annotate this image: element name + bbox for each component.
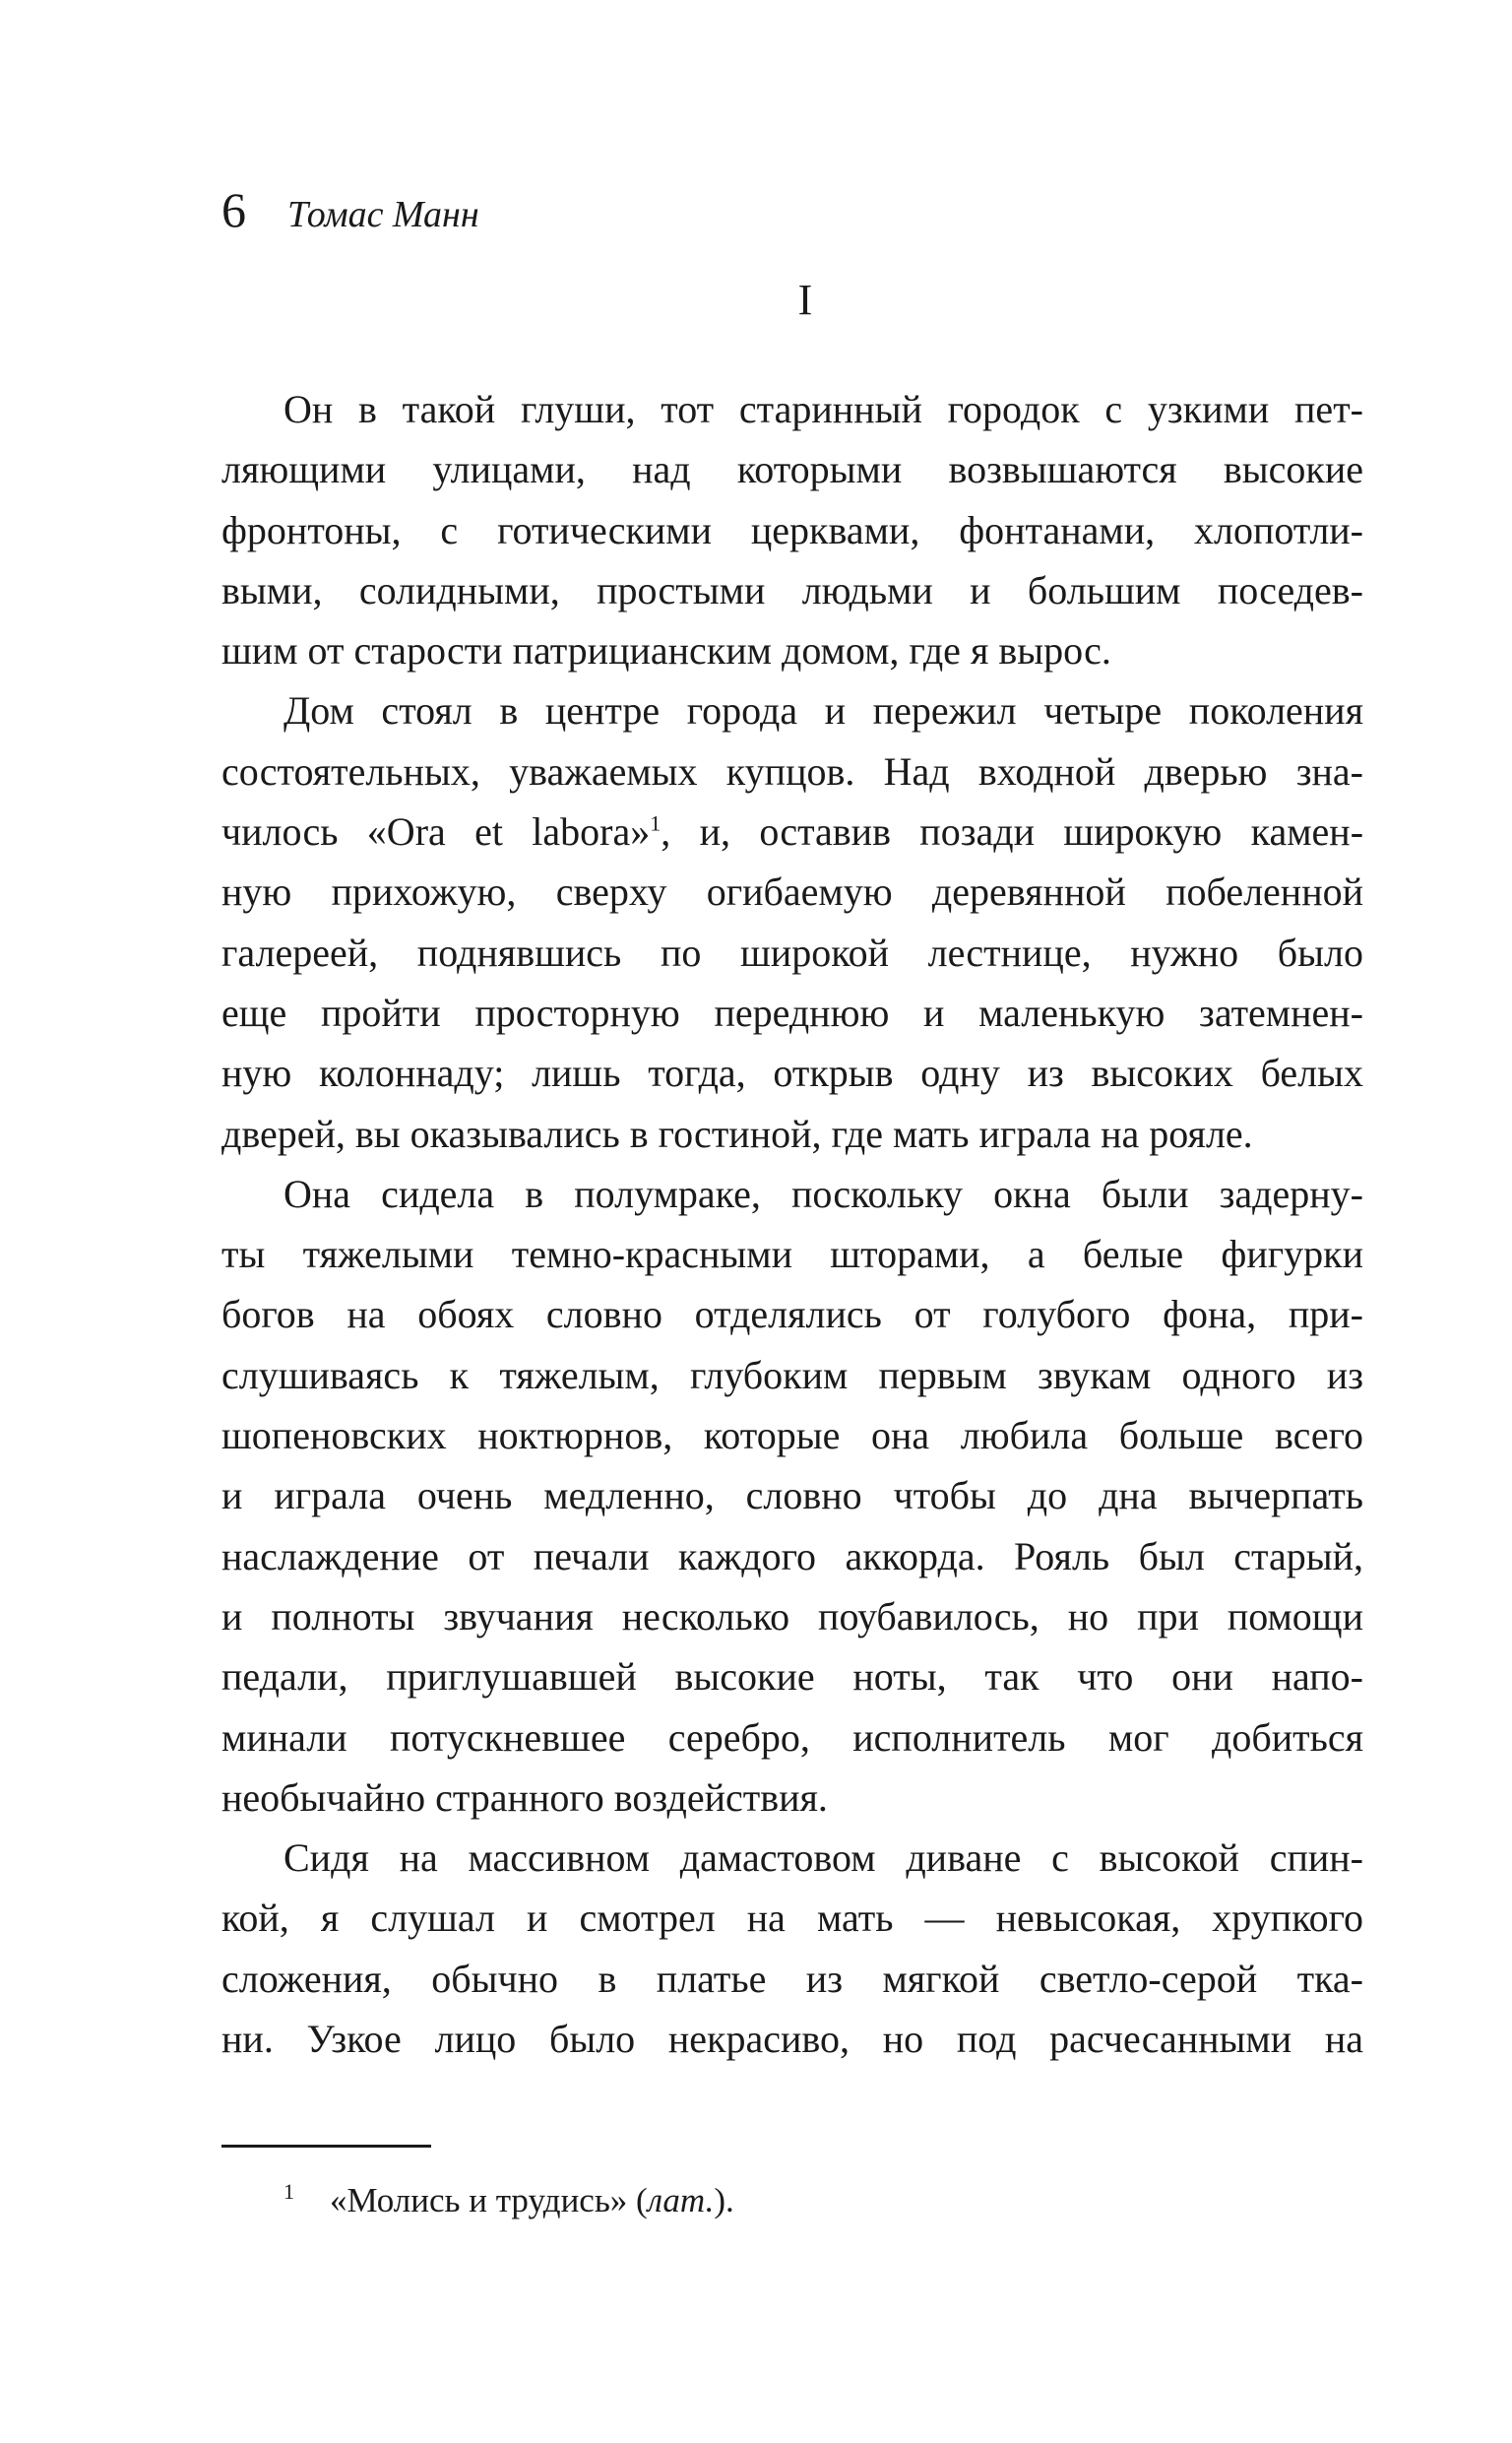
text-line: Дом стоял в центре города и пережил четыре поколения	[284, 688, 1363, 734]
text-line: галереей, поднявшись по широкой лестнице, нужно было	[221, 930, 1363, 975]
text-line: кой, я слушал и смотрел на мать — невысокая, хрупкого	[221, 1896, 1363, 1941]
footnote-close: ).	[714, 2181, 734, 2219]
text-line-with-footnote-ref	[221, 802, 1363, 862]
footnote	[284, 2176, 734, 2225]
text-line: слушиваясь к тяжелым, глубоким первым звукам одного из	[221, 1352, 1363, 1397]
text-line: шим от старости патрицианским домом, где я вырос.	[221, 628, 1111, 674]
running-head	[221, 175, 479, 244]
text-line: и играла очень медленно, словно чтобы до дна вычерпать	[221, 1473, 1363, 1518]
footnote-text: «Молись и трудись» (	[330, 2181, 648, 2219]
text-line: педали, приглушавшей высокие ноты, так что они напо-	[221, 1654, 1363, 1700]
text-line: богов на обоях словно отделялись от голубого фона, при-	[221, 1292, 1363, 1337]
text-segment: , и, оставив позади широкую камен-	[661, 809, 1364, 855]
text-line: необычайно странного воздействия.	[221, 1774, 828, 1820]
text-segment: чилось «Ora et labora»	[221, 809, 651, 855]
text-line: наслаждение от печали каждого аккорда. Рояль был старый,	[221, 1533, 1363, 1578]
text-line: Она сидела в полумраке, поскольку окна были задерну-	[284, 1171, 1363, 1216]
text-line: шопеновских ноктюрнов, которые она любила больше всего	[221, 1413, 1363, 1458]
footnote-reference[interactable]: 1	[650, 810, 662, 836]
footnote-language: лат.	[647, 2181, 715, 2219]
text-line: выми, солидными, простыми людьми и большим поседев-	[221, 567, 1363, 612]
text-line: ляющими улицами, над которыми возвышаются высокие	[221, 447, 1363, 492]
running-title: Томас Манн	[287, 194, 479, 235]
chapter-number: I	[797, 276, 813, 324]
text-line: минали потускневшее серебро, исполнитель мог добиться	[221, 1714, 1363, 1760]
text-line: еще пройти просторную переднюю и маленькую затемнен-	[221, 990, 1363, 1035]
text-line: ни. Узкое лицо было некрасиво, но под расчесанными на	[221, 2017, 1363, 2062]
page-number: 6	[221, 182, 246, 237]
text-line: ную колоннаду; лишь тогда, открыв одну из высоких белых	[221, 1051, 1363, 1096]
text-line: ную прихожую, сверху огибаемую деревянной побеленной	[221, 869, 1363, 915]
footnote-divider	[221, 2145, 431, 2148]
text-line: Сидя на массивном дамастовом диване с высокой спин-	[284, 1835, 1363, 1881]
text-line: ты тяжелыми темно-красными шторами, а белые фигурки	[221, 1232, 1363, 1277]
text-line: фронтоны, с готическими церквами, фонтанами, хлопотли-	[221, 507, 1363, 552]
text-line: сложения, обычно в платье из мягкой светло-серой тка-	[221, 1956, 1363, 2001]
text-line: состоятельных, уважаемых купцов. Над входной дверью зна-	[221, 748, 1363, 794]
text-line: дверей, вы оказывались в гостиной, где мать играла на рояле.	[221, 1111, 1253, 1156]
footnote-mark: 1	[284, 2179, 294, 2205]
text-line: Он в такой глуши, тот старинный городок с узкими пет-	[284, 387, 1363, 431]
body-text	[221, 379, 1363, 2069]
text-line: и полноты звучания несколько поубавилось, но при помощи	[221, 1593, 1363, 1639]
